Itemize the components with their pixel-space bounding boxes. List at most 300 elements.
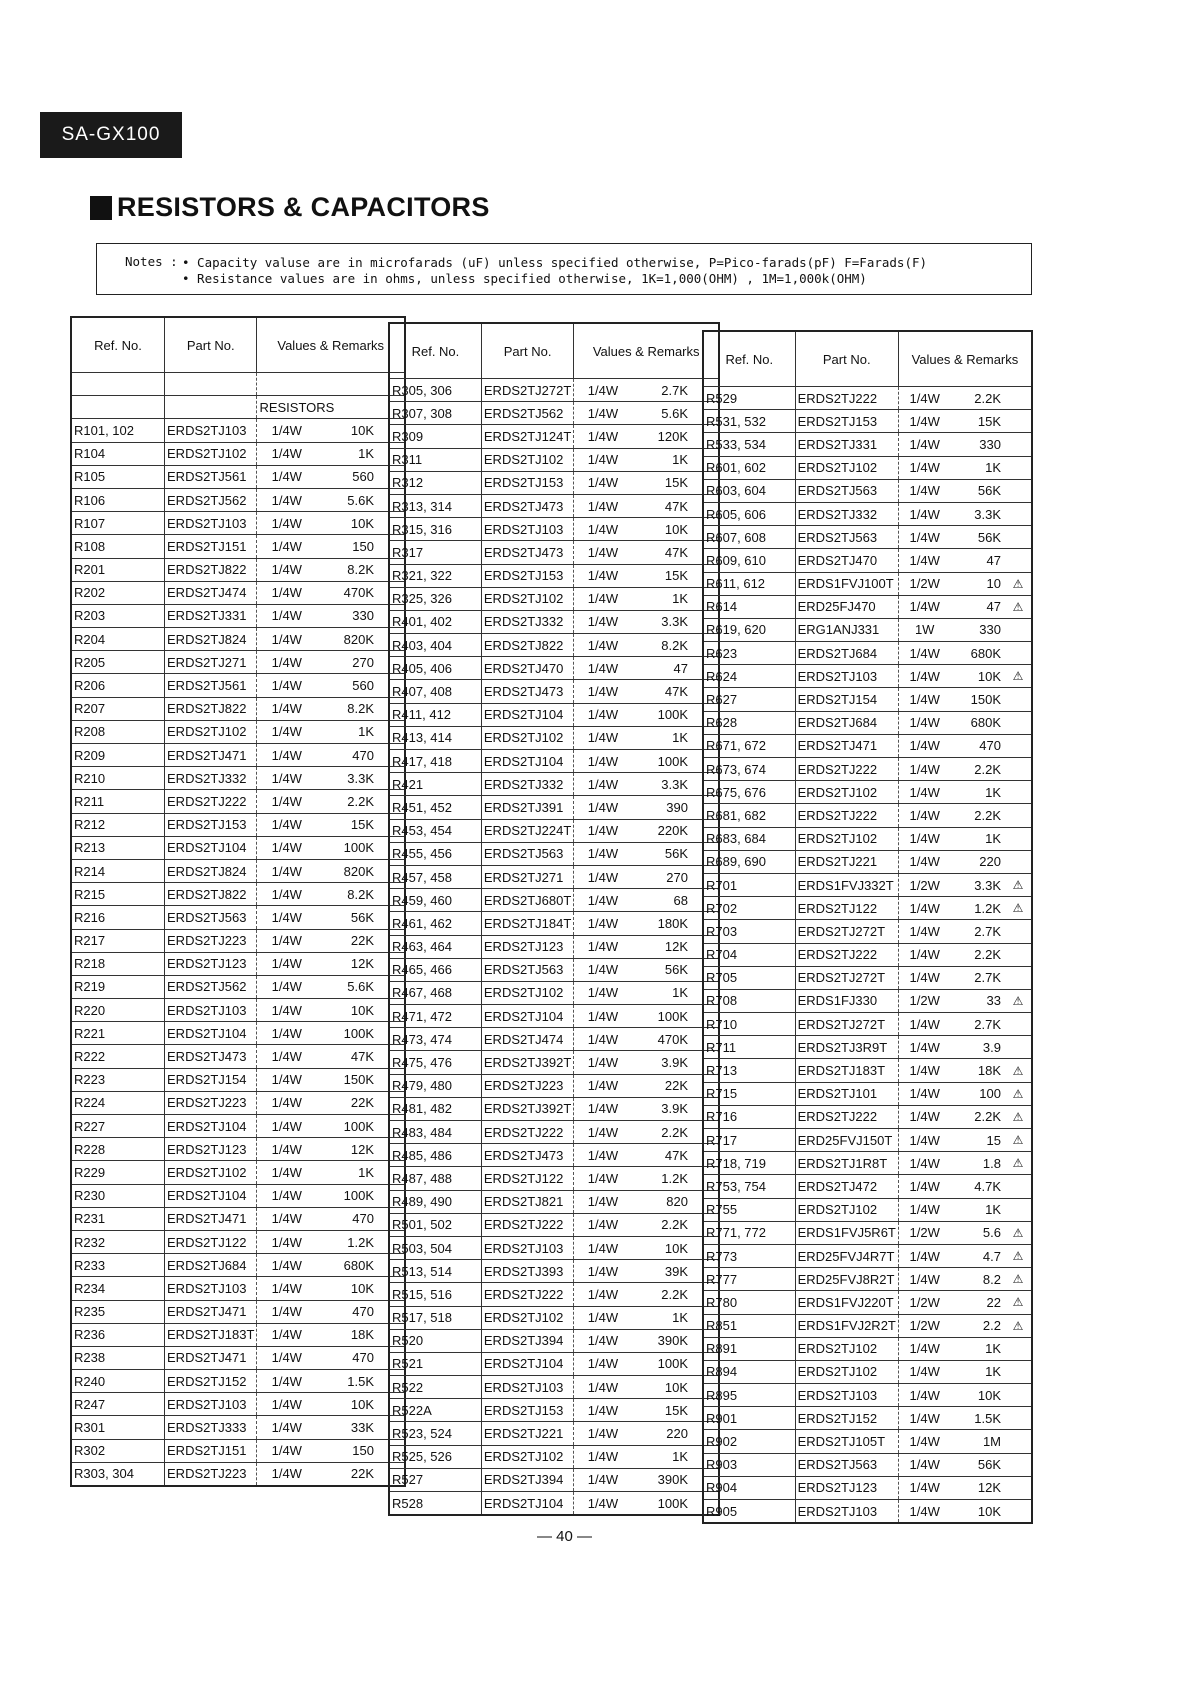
table-row [389, 1121, 719, 1144]
table-row [389, 680, 719, 703]
ref-no: R891 [703, 1337, 795, 1360]
wattage: 1/4W [898, 549, 950, 572]
part-no: ERDS2TJ152 [795, 1407, 898, 1430]
ref-no: R421 [389, 773, 481, 796]
ref-no: R209 [71, 744, 165, 767]
part-no: ERDS2TJ101 [795, 1082, 898, 1105]
part-no: ERDS2TJ222 [481, 1283, 573, 1306]
wattage: 1/4W [257, 581, 316, 604]
ref-no: R673, 674 [703, 758, 795, 781]
value: 1K [951, 456, 1005, 479]
value: 100K [632, 1005, 692, 1028]
part-no: ERDS2TJ103 [795, 1384, 898, 1407]
wattage: 1/4W [574, 494, 632, 517]
ref-no: R453, 454 [389, 819, 481, 842]
wattage: 1/4W [898, 1268, 950, 1291]
part-no: ERDS2TJ393 [481, 1260, 573, 1283]
safety-warning-icon: ⚠ [1005, 897, 1032, 920]
table-row [703, 734, 1032, 757]
ref-no: R216 [71, 906, 165, 929]
part-no: ERDS2TJ152 [165, 1370, 257, 1393]
value: 18K [316, 1323, 378, 1346]
ref-no: R213 [71, 836, 165, 859]
value: 56K [316, 906, 378, 929]
wattage: 1/4W [574, 1329, 632, 1352]
wattage: 1/4W [574, 564, 632, 587]
wattage: 1/4W [257, 1323, 316, 1346]
table-row [703, 1198, 1032, 1221]
value: 470 [316, 1207, 378, 1230]
value: 270 [316, 651, 378, 674]
table-row [71, 604, 405, 627]
wattage: 1/4W [257, 628, 316, 651]
value: 470 [951, 734, 1005, 757]
ref-no: R601, 602 [703, 456, 795, 479]
table-row [389, 657, 719, 680]
part-no: ERDS2TJ103 [165, 419, 257, 442]
value: 3.3K [632, 773, 692, 796]
value: 3.9K [632, 1097, 692, 1120]
value: 56K [951, 479, 1005, 502]
ref-cell [71, 396, 165, 419]
table-row [389, 958, 719, 981]
ref-no: R681, 682 [703, 804, 795, 827]
wattage: 1/4W [257, 1277, 316, 1300]
ref-no: R702 [703, 897, 795, 920]
table-row [389, 1283, 719, 1306]
wattage: 1/4W [574, 750, 632, 773]
part-no: ERDS1FVJ220T [795, 1291, 898, 1314]
value: 8.2K [632, 634, 692, 657]
part-no: ERDS2TJ221 [795, 850, 898, 873]
value: 10K [316, 1277, 378, 1300]
value: 3.3K [951, 502, 1005, 525]
ref-no: R451, 452 [389, 796, 481, 819]
part-no: ERDS2TJ102 [795, 1198, 898, 1221]
value: 1M [951, 1430, 1005, 1453]
part-no: ERG1ANJ331 [795, 618, 898, 641]
wattage: 1/4W [574, 1352, 632, 1375]
wattage: 1/4W [257, 1091, 316, 1114]
value: 2.2K [951, 758, 1005, 781]
table-row [703, 711, 1032, 734]
part-no: ERDS1FVJ2R2T [795, 1314, 898, 1337]
wattage: 1/4W [574, 610, 632, 633]
wattage: 1/4W [898, 688, 950, 711]
ref-no: R901 [703, 1407, 795, 1430]
part-no: ERDS2TJ680T [481, 889, 573, 912]
column-header-values: Values & Remarks [257, 317, 405, 373]
safety-warning-icon: ⚠ [1005, 665, 1032, 688]
header-row [71, 317, 405, 373]
wattage: 1/2W [898, 989, 950, 1012]
value: 100K [316, 1115, 378, 1138]
ref-no: R417, 418 [389, 750, 481, 773]
wattage: 1/4W [898, 665, 950, 688]
table-row [703, 873, 1032, 896]
wattage: 1/4W [898, 966, 950, 989]
ref-no: R895 [703, 1384, 795, 1407]
ref-no: R777 [703, 1268, 795, 1291]
wattage: 1/4W [257, 1370, 316, 1393]
value: 1K [951, 1198, 1005, 1221]
value: 1K [632, 1445, 692, 1468]
wattage: 1/4W [574, 657, 632, 680]
value: 3.9 [951, 1036, 1005, 1059]
ref-no: R317 [389, 541, 481, 564]
part-no: ERDS2TJ562 [165, 488, 257, 511]
wattage: 1/4W [257, 1346, 316, 1369]
table-row [703, 502, 1032, 525]
ref-no: R401, 402 [389, 610, 481, 633]
value: 120K [632, 425, 692, 448]
safety-warning-icon [1005, 781, 1032, 804]
value: 3.3K [632, 610, 692, 633]
table-row [389, 773, 719, 796]
value: 470 [316, 744, 378, 767]
wattage: 1/4W [257, 1230, 316, 1253]
table-row [71, 744, 405, 767]
value: 1K [632, 448, 692, 471]
wattage: 1/4W [574, 1121, 632, 1144]
table-row [389, 750, 719, 773]
value: 1K [951, 1337, 1005, 1360]
table-row [703, 1059, 1032, 1082]
part-no: ERDS2TJ272T [795, 1013, 898, 1036]
part-no: ERDS2TJ102 [481, 726, 573, 749]
table-row [389, 1028, 719, 1051]
ref-no: R525, 526 [389, 1445, 481, 1468]
ref-no: R520 [389, 1329, 481, 1352]
ref-no: R107 [71, 512, 165, 535]
wattage: 1/4W [898, 850, 950, 873]
ref-no: R411, 412 [389, 703, 481, 726]
value: 10K [316, 512, 378, 535]
table-row [71, 535, 405, 558]
safety-warning-icon [1005, 804, 1032, 827]
ref-no: R603, 604 [703, 479, 795, 502]
wattage: 1/4W [898, 502, 950, 525]
table-row [71, 558, 405, 581]
safety-warning-icon: ⚠ [1005, 989, 1032, 1012]
wattage: 1/4W [574, 1399, 632, 1422]
table-row [389, 1167, 719, 1190]
ref-no: R311 [389, 448, 481, 471]
part-no: ERDS2TJ123 [165, 1138, 257, 1161]
part-no: ERDS2TJ563 [795, 526, 898, 549]
table-row [71, 674, 405, 697]
part-no: ERDS2TJ331 [795, 433, 898, 456]
part-no: ERDS1FVJ332T [795, 873, 898, 896]
table-row [703, 781, 1032, 804]
safety-warning-icon [1005, 711, 1032, 734]
table-row [71, 1184, 405, 1207]
wattage: 1/4W [574, 981, 632, 1004]
part-no: ERDS2TJ684 [795, 711, 898, 734]
part-no: ERDS2TJ222 [481, 1213, 573, 1236]
table-row [71, 1207, 405, 1230]
safety-warning-icon: ⚠ [1005, 1152, 1032, 1175]
value: 10K [316, 419, 378, 442]
value: 12K [316, 1138, 378, 1161]
value: 1K [316, 720, 378, 743]
value: 100K [632, 703, 692, 726]
value: 2.2K [951, 943, 1005, 966]
safety-warning-icon: ⚠ [1005, 873, 1032, 896]
value: 47 [951, 595, 1005, 618]
wattage: 1/4W [257, 1068, 316, 1091]
wattage: 1/4W [574, 1051, 632, 1074]
value: 820 [632, 1190, 692, 1213]
part-no: ERDS2TJ474 [481, 1028, 573, 1051]
safety-warning-icon: ⚠ [1005, 1129, 1032, 1152]
value: 1K [316, 1161, 378, 1184]
value: 10K [316, 1393, 378, 1416]
value: 2.2K [951, 387, 1005, 410]
ref-no: R473, 474 [389, 1028, 481, 1051]
value: 560 [316, 465, 378, 488]
table-row [71, 628, 405, 651]
wattage: 1/4W [574, 541, 632, 564]
wattage: 1/4W [257, 767, 316, 790]
value: 5.6K [316, 975, 378, 998]
part-no: ERDS2TJ153 [165, 813, 257, 836]
ref-no: R413, 414 [389, 726, 481, 749]
part-no: ERDS2TJ103 [165, 1277, 257, 1300]
ref-no: R228 [71, 1138, 165, 1161]
table-row [71, 1161, 405, 1184]
ref-no: R325, 326 [389, 587, 481, 610]
part-no: ERDS2TJ392T [481, 1051, 573, 1074]
value: 1.5K [316, 1370, 378, 1393]
ref-no: R230 [71, 1184, 165, 1207]
value: 2.2 [951, 1314, 1005, 1337]
value: 1.5K [951, 1407, 1005, 1430]
wattage: 1/4W [574, 796, 632, 819]
part-no: ERDS1FVJ100T [795, 572, 898, 595]
table-row [703, 1476, 1032, 1499]
safety-warning-icon [1005, 1337, 1032, 1360]
table-row [71, 1323, 405, 1346]
part-no: ERDS2TJ223 [165, 1091, 257, 1114]
value: 39K [632, 1260, 692, 1283]
ref-no: R104 [71, 442, 165, 465]
value: 820K [316, 628, 378, 651]
safety-warning-icon [1005, 479, 1032, 502]
value: 270 [632, 865, 692, 888]
ref-no: R531, 532 [703, 410, 795, 433]
table-row [389, 1468, 719, 1491]
wattage: 1/4W [574, 842, 632, 865]
part-no: ERDS2TJ154 [795, 688, 898, 711]
table-row [71, 790, 405, 813]
column-header-ref: Ref. No. [71, 317, 165, 373]
table-row [703, 827, 1032, 850]
table-row [703, 758, 1032, 781]
part-no: ERDS2TJ153 [481, 564, 573, 587]
table-row [71, 1045, 405, 1068]
table-row [389, 726, 719, 749]
table-row [703, 1152, 1032, 1175]
value: 150K [316, 1068, 378, 1091]
ref-no: R457, 458 [389, 865, 481, 888]
value: 47K [632, 680, 692, 703]
part-no: ERDS2TJ394 [481, 1329, 573, 1352]
wattage: 1/4W [898, 920, 950, 943]
value: 10K [951, 665, 1005, 688]
wattage: 1/4W [257, 465, 316, 488]
part-no: ERDS2TJ102 [165, 1161, 257, 1184]
part-no: ERDS2TJ332 [795, 502, 898, 525]
part-no: ERDS2TJ391 [481, 796, 573, 819]
table-row [389, 518, 719, 541]
table-row [389, 1074, 719, 1097]
table-row [71, 836, 405, 859]
part-no: ERDS2TJ123 [165, 952, 257, 975]
wattage: 1/4W [574, 1005, 632, 1028]
ref-no: R904 [703, 1476, 795, 1499]
ref-no: R224 [71, 1091, 165, 1114]
ref-no: R215 [71, 883, 165, 906]
part-no: ERDS2TJ102 [795, 827, 898, 850]
table-row [389, 1097, 719, 1120]
value: 4.7 [951, 1244, 1005, 1267]
ref-no: R703 [703, 920, 795, 943]
table-row [71, 465, 405, 488]
ref-no: R211 [71, 790, 165, 813]
wattage: 1/4W [574, 1283, 632, 1306]
part-no: ERDS2TJ103 [481, 518, 573, 541]
part-no: ERDS2TJ563 [165, 906, 257, 929]
ref-no: R627 [703, 688, 795, 711]
wattage: 1/4W [257, 1300, 316, 1323]
part-no: ERDS2TJ123 [481, 935, 573, 958]
wattage: 1/4W [574, 1468, 632, 1491]
wattage: 1/4W [257, 558, 316, 581]
wattage: 1/4W [574, 1097, 632, 1120]
notes-line-2: • Resistance values are in ohms, unless specified otherwise, 1K=1,000(OHM) , 1M=1,000k(OHM) [182, 271, 867, 286]
ref-no: R701 [703, 873, 795, 896]
wattage: 1/4W [898, 456, 950, 479]
table-row [703, 456, 1032, 479]
part-no: ERDS1FVJ5R6T [795, 1221, 898, 1244]
model-label: SA-GX100 [40, 112, 182, 158]
wattage: 1/4W [574, 1213, 632, 1236]
value: 10K [316, 999, 378, 1022]
value: 1.2K [632, 1167, 692, 1190]
part-no: ERDS2TJ104 [481, 1352, 573, 1375]
part-no: ERDS2TJ102 [481, 1445, 573, 1468]
ref-no: R483, 484 [389, 1121, 481, 1144]
ref-no: R522 [389, 1376, 481, 1399]
ref-no: R309 [389, 425, 481, 448]
wattage: 1/4W [898, 1407, 950, 1430]
ref-no: R108 [71, 535, 165, 558]
wattage: 1/4W [574, 425, 632, 448]
part-no: ERDS2TJ222 [795, 758, 898, 781]
ref-cell [71, 373, 165, 396]
column-header-ref: Ref. No. [389, 323, 481, 379]
value: 10 [951, 572, 1005, 595]
ref-no: R227 [71, 1115, 165, 1138]
part-no: ERDS2TJ122 [481, 1167, 573, 1190]
table-header [389, 323, 719, 379]
part-no: ERDS2TJ3R9T [795, 1036, 898, 1059]
table-row [703, 943, 1032, 966]
table-row [703, 1407, 1032, 1430]
wattage: 1/4W [574, 819, 632, 842]
ref-no: R715 [703, 1082, 795, 1105]
table-row [71, 1254, 405, 1277]
part-no: ERDS2TJ222 [481, 1121, 573, 1144]
table-row [71, 1277, 405, 1300]
value: 15K [632, 564, 692, 587]
part-no: ERDS2TJ272T [795, 966, 898, 989]
table-row [389, 1213, 719, 1236]
value: 330 [316, 604, 378, 627]
table-row [71, 952, 405, 975]
part-no: ERDS2TJ562 [481, 402, 573, 425]
table-row [71, 1393, 405, 1416]
column-header-part: Part No. [165, 317, 257, 373]
wattage: 1/4W [898, 1500, 950, 1524]
safety-warning-icon [1005, 734, 1032, 757]
ref-no: R527 [389, 1468, 481, 1491]
part-no: ERDS1FJ330 [795, 989, 898, 1012]
table-row [703, 572, 1032, 595]
ref-no: R481, 482 [389, 1097, 481, 1120]
wattage: 1/4W [257, 929, 316, 952]
part-no: ERDS2TJ153 [795, 410, 898, 433]
value: 68 [632, 889, 692, 912]
table-row [71, 1091, 405, 1114]
part-no: ERDS2TJ104 [165, 1115, 257, 1138]
ref-no: R753, 754 [703, 1175, 795, 1198]
safety-warning-icon: ⚠ [1005, 1291, 1032, 1314]
value: 2.2K [632, 1213, 692, 1236]
ref-no: R671, 672 [703, 734, 795, 757]
part-no: ERDS2TJ222 [795, 387, 898, 410]
wattage: 1/4W [257, 1462, 316, 1486]
value: 1K [632, 726, 692, 749]
part-no: ERDS2TJ122 [795, 897, 898, 920]
wattage: 1/4W [574, 1074, 632, 1097]
table-row [71, 1115, 405, 1138]
column-header-part: Part No. [481, 323, 573, 379]
wattage: 1/4W [574, 518, 632, 541]
table-row [71, 883, 405, 906]
part-no: ERDS2TJ561 [165, 465, 257, 488]
part-no: ERDS2TJ563 [481, 958, 573, 981]
part-no: ERDS2TJ102 [165, 442, 257, 465]
part-no: ERD25FVJ150T [795, 1129, 898, 1152]
safety-warning-icon: ⚠ [1005, 1082, 1032, 1105]
table-row [389, 1306, 719, 1329]
ref-no: R521 [389, 1352, 481, 1375]
value: 2.2K [632, 1121, 692, 1144]
value: 12K [632, 935, 692, 958]
table-row [71, 1230, 405, 1253]
safety-warning-icon [1005, 1013, 1032, 1036]
section-heading [90, 192, 490, 223]
value: 100K [316, 1184, 378, 1207]
notes-label: Notes : [125, 254, 178, 269]
table-row [703, 920, 1032, 943]
table-row [703, 526, 1032, 549]
part-no: ERDS2TJ183T [795, 1059, 898, 1082]
ref-no: R315, 316 [389, 518, 481, 541]
table-row [389, 1399, 719, 1422]
